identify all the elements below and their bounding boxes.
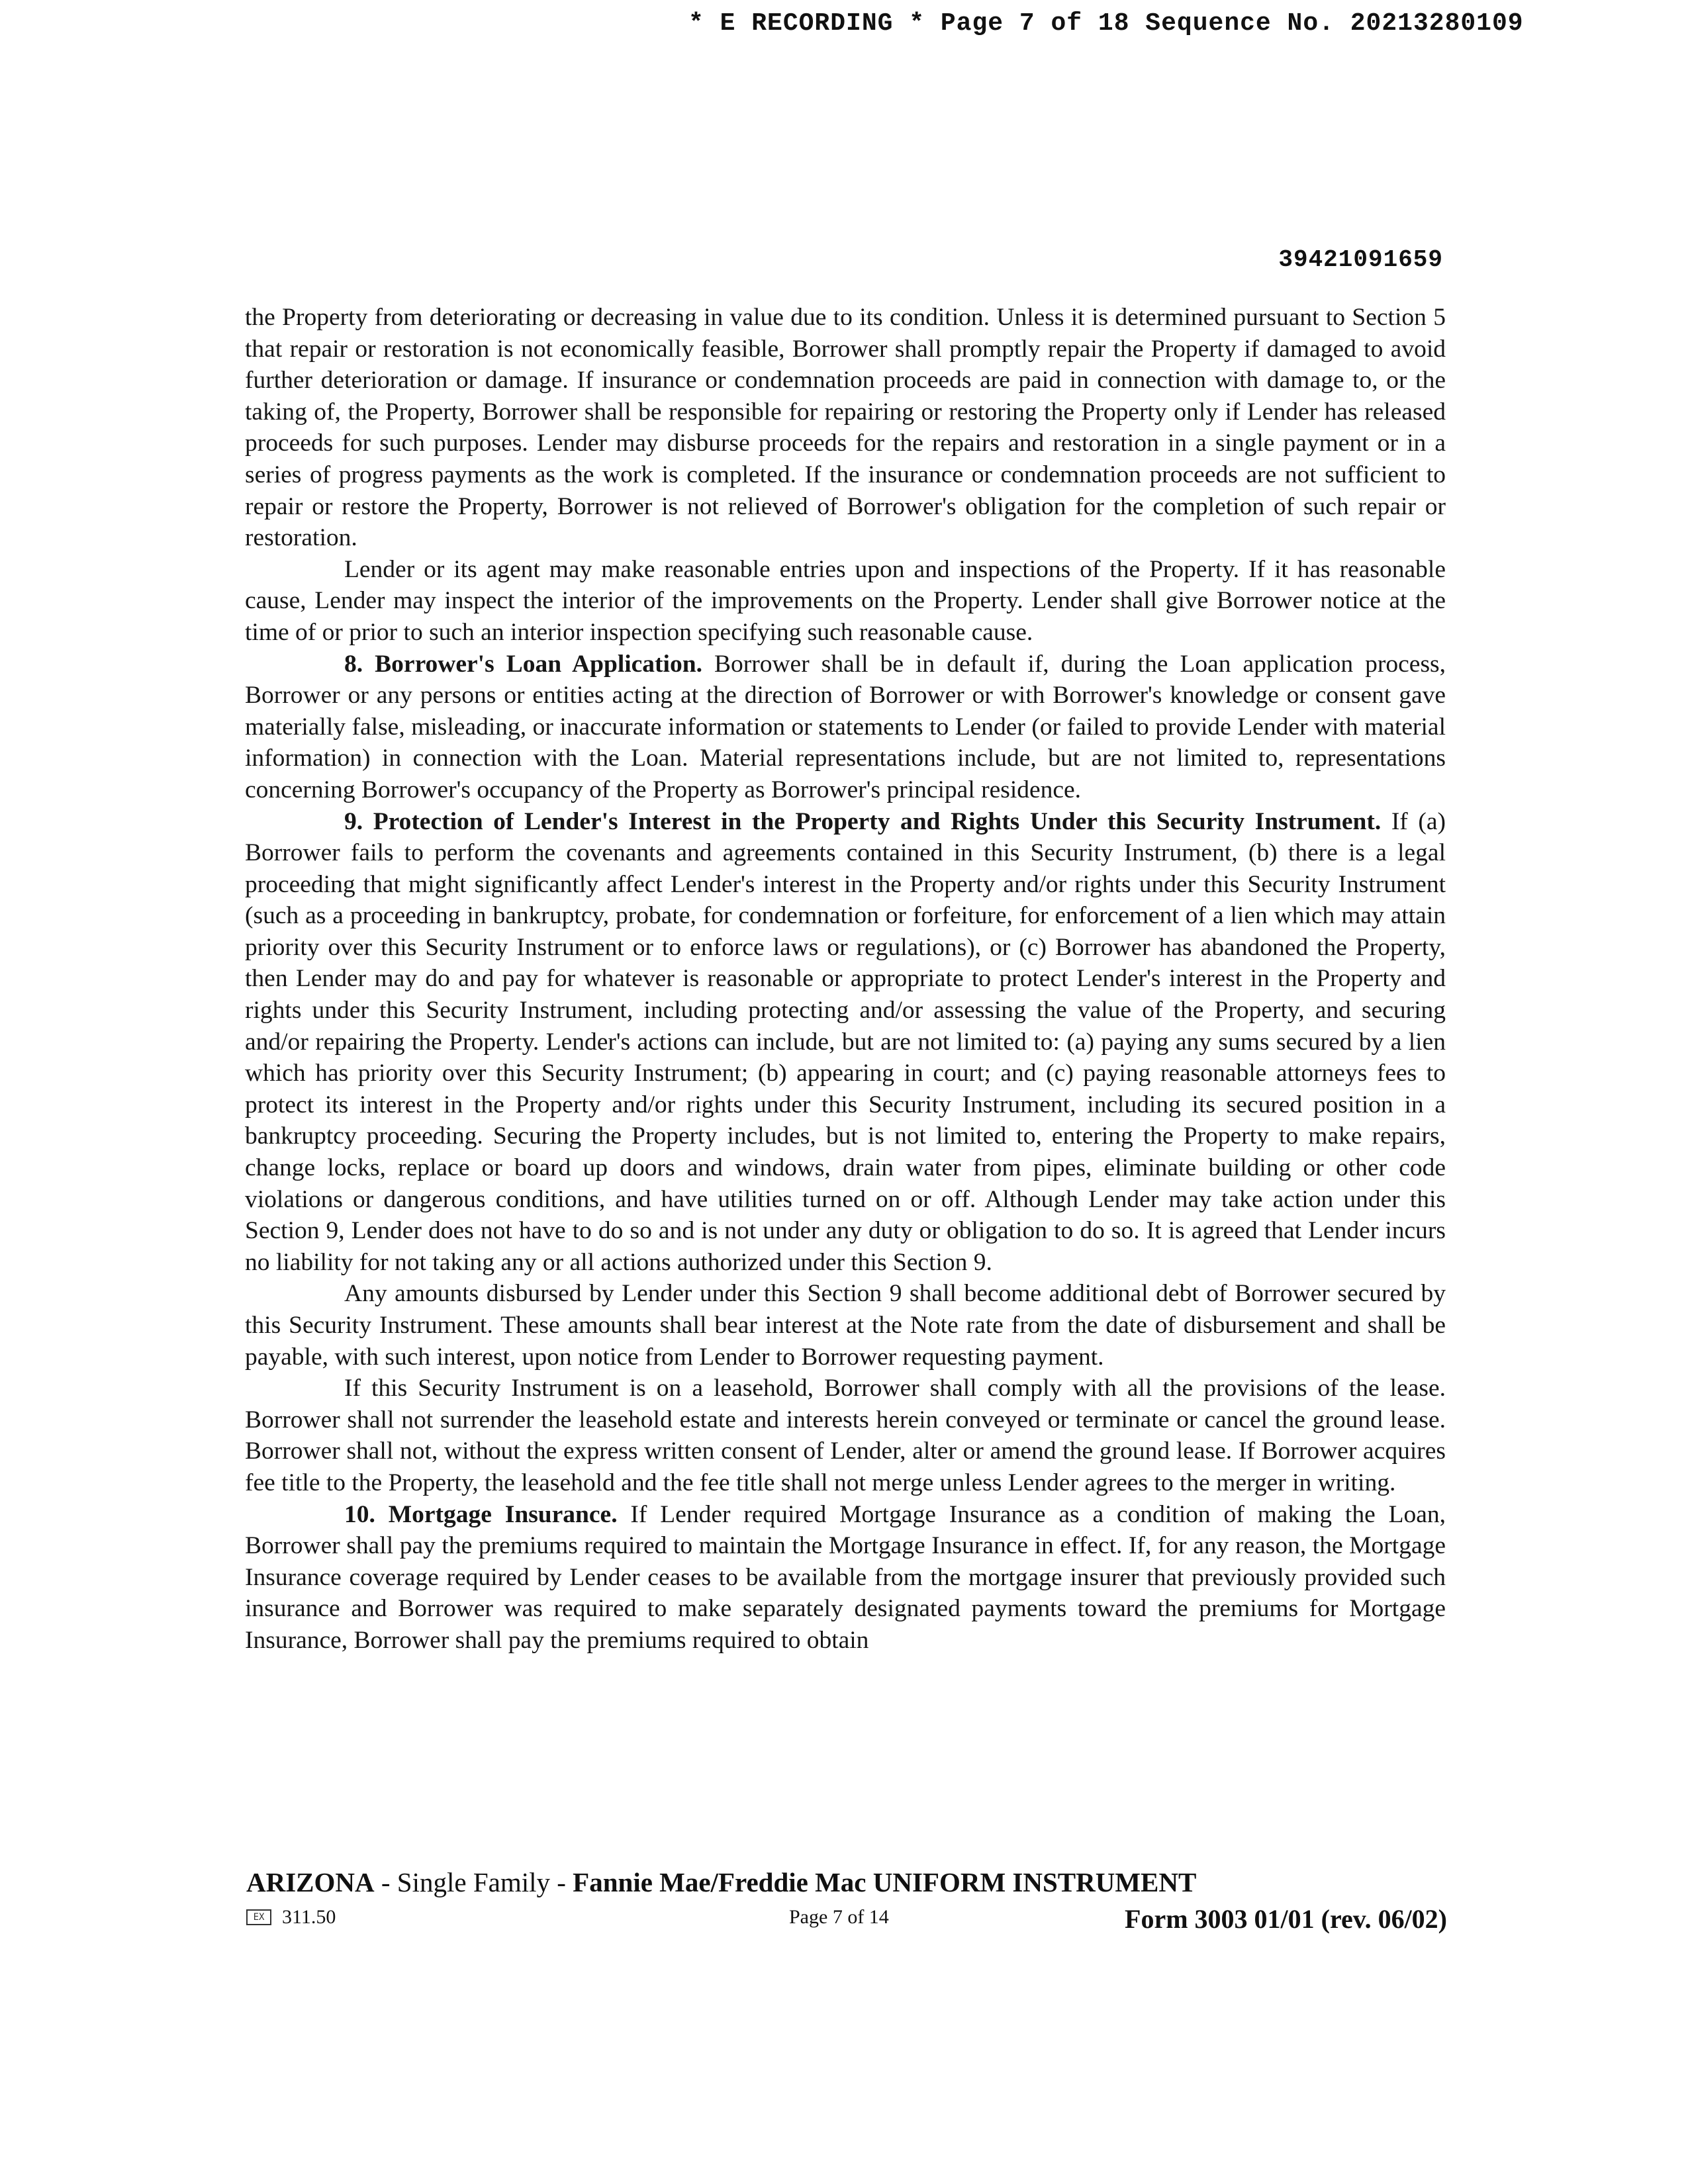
- footer-family-type: Single Family: [397, 1867, 551, 1897]
- footer-state: ARIZONA: [246, 1867, 375, 1897]
- document-body: [245, 302, 1446, 1657]
- section-9: [245, 806, 1446, 1279]
- section-10-heading: 10. Mortgage Insurance.: [344, 1500, 618, 1528]
- paragraph-leasehold: If this Security Instrument is on a leasehold, Borrower shall comply with all the provisions of the lease. Borrower shall not surrender the leasehold estate and interests herein conveyed or terminate or cancel the ground lease. Borrower shall not, without the express written consent of Lender, alter or amend the ground lease. If Borrower acquires fee title to the Property, the leasehold and the fee title shall not merge unless Lender agrees to the merger in writing.: [245, 1375, 1446, 1496]
- page-number: Page 7 of 14: [789, 1906, 889, 1928]
- footer-instrument: Fannie Mae/Freddie Mac UNIFORM INSTRUMENT: [573, 1867, 1197, 1897]
- footer-details: [246, 1903, 1447, 1933]
- section-8-text: Borrower shall be in default if, during the Loan application process, Borrower or any persons or entities acting at the direction of Borrower or with Borrower's knowledge or consent gave materially false, misleading, or inaccurate information or statements to Lender (or failed to provide Lender with material information) in connection with the Loan. Material representations include, but are not limited to, representations concerning Borrower's occupancy of the Property as Borrower's principal residence.: [245, 650, 1446, 803]
- form-software-icon: EX: [246, 1909, 271, 1925]
- section-8-heading: 8. Borrower's Loan Application.: [344, 650, 702, 678]
- footer-separator: -: [374, 1867, 397, 1897]
- section-10-text: If Lender required Mortgage Insurance as a condition of making the Loan, Borrower shall pay the premiums required to maintain the Mortgage Insurance in effect. If, for any reason, the Mortgage Insurance coverage required by Lender ceases to be available from the mortgage insurer that previously provided such insurance and Borrower was required to make separately designated payments toward the premiums for Mortgage Insurance, Borrower shall pay the premiums required to obtain: [245, 1500, 1446, 1654]
- section-10: [245, 1499, 1446, 1657]
- section-9-text: If (a) Borrower fails to perform the covenants and agreements contained in this Security Instrument, (b) there is a legal proceeding that might significantly affect Lender's interest in the Property and/or rights under this Security Instrument (such as a proceeding in bankruptcy, probate, for condemnation or forfeiture, for enforcement of a lien which may attain priority over this Security Instrument or to enforce laws or regulations), or (c) Borrower has abandoned the Property, then Lender may do and pay for whatever is reasonable or appropriate to protect Lender's interest in the Property and rights under this Security Instrument, including protecting and/or assessing the value of the Property, and securing and/or repairing the Property. Lender's actions can include, but are not limited to: (a) paying any sums secured by a lien which has priority over this Security Instrument; (b) appearing in court; and (c) paying reasonable attorneys fees to protect its interest in the Property and/or rights under this Security Instrument, including its secured position in a bankruptcy proceeding. Securing the Property includes, but is not limited to, entering the Property to make repairs, change locks, replace or board up doors and windows, drain water from pipes, eliminate building or other code violations or dangerous conditions, and have utilities turned on or off. Although Lender may take action under this Section 9, Lender does not have to do so and is not under any duty or obligation to do so. It is agreed that Lender incurs no liability for not taking any or all actions authorized under this Section 9.: [245, 807, 1446, 1276]
- footer-separator: -: [550, 1867, 573, 1897]
- recording-header: * E RECORDING * Page 7 of 18 Sequence No. 20213280109: [688, 9, 1524, 38]
- section-8: [245, 649, 1446, 806]
- form-number: Form 3003 01/01 (rev. 06/02): [1125, 1904, 1447, 1934]
- loan-number: 39421091659: [1278, 246, 1443, 273]
- form-code-number: 311.50: [282, 1906, 336, 1928]
- paragraph-inspection: Lender or its agent may make reasonable entries upon and inspections of the Property. If it has reasonable cause, Lender may inspect the interior of the improvements on the Property. Lender shall give Borrower notice at the time of or prior to such an interior inspection specifying such reasonable cause.: [245, 555, 1446, 646]
- paragraph-disbursed-amounts: Any amounts disbursed by Lender under this Section 9 shall become additional debt of Borrower secured by this Security Instrument. These amounts shall bear interest at the Note rate from the date of disbursement and shall be payable, with such interest, upon notice from Lender to Borrower requesting payment.: [245, 1280, 1446, 1371]
- form-code: [246, 1906, 336, 1929]
- paragraph-property-maintenance: the Property from deteriorating or decreasing in value due to its condition. Unless it is determined pursuant to Section 5 that repair or restoration is not economically feasible, Borrower shall promptly repair the Property if damaged to avoid further deterioration or damage. If insurance or condemnation proceeds are paid in connection with damage to, or the taking of, the Property, Borrower shall be responsible for repairing or restoring the Property only if Lender has released proceeds for such purposes. Lender may disburse proceeds for the repairs and restoration in a single payment or in a series of progress payments as the work is completed. If the insurance or condemnation proceeds are not sufficient to repair or restore the Property, Borrower is not relieved of Borrower's obligation for the completion of such repair or restoration.: [245, 304, 1446, 552]
- footer-instrument-title: [246, 1866, 1196, 1898]
- section-9-heading: 9. Protection of Lender's Interest in the Property and Rights Under this Security Instrument.: [344, 807, 1382, 835]
